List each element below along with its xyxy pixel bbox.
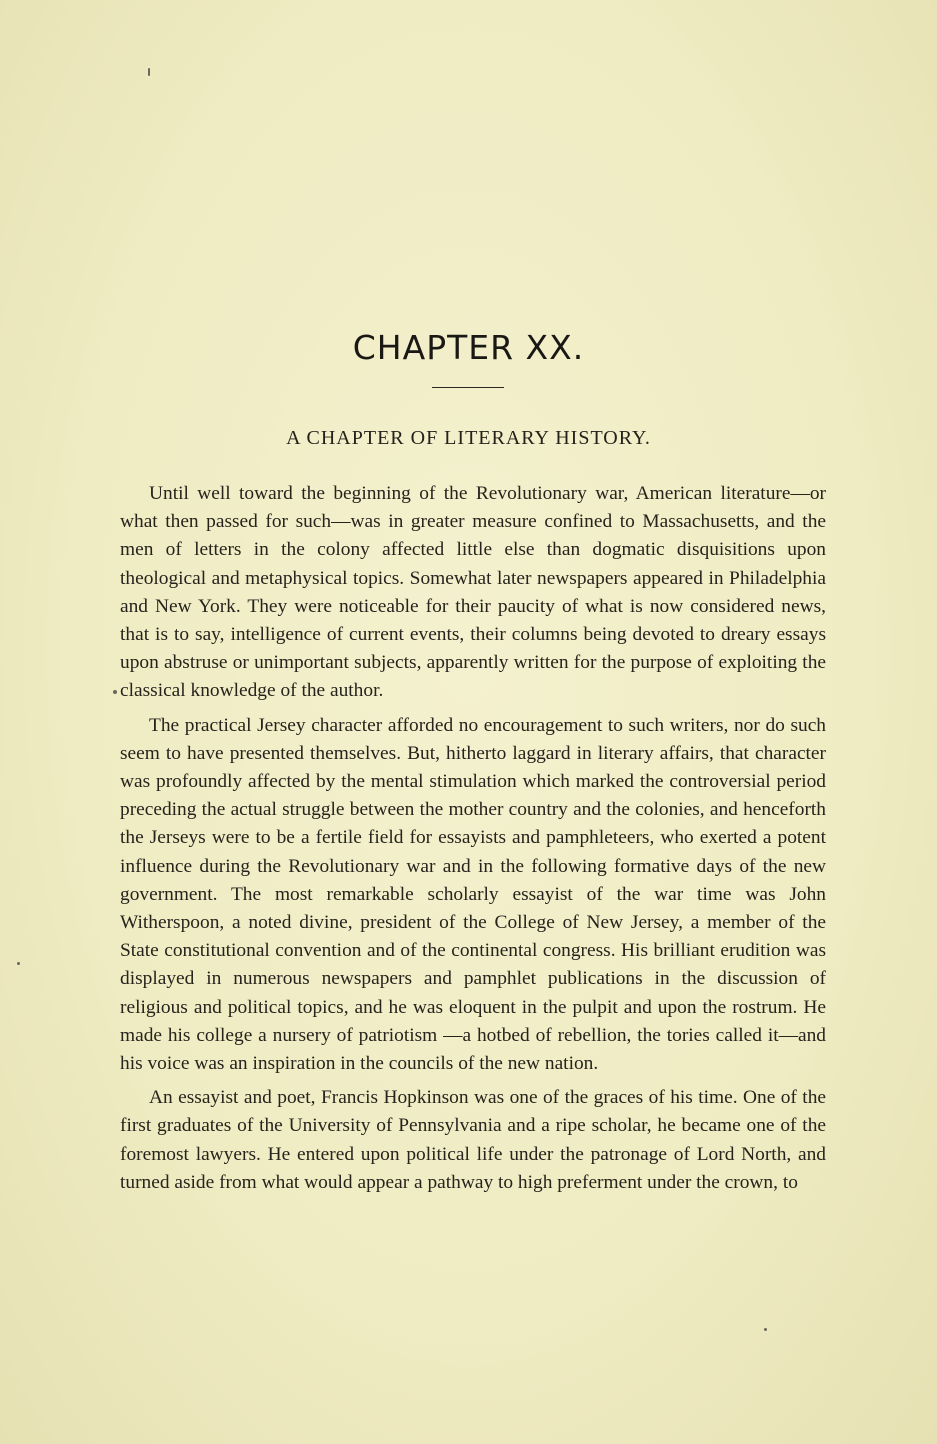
paragraph-2: The practical Jersey character afforded no encouragement to such writers, nor do such seem to have presented themselves. But, hitherto laggard in literary affairs, that character was profoundly affected by the mental stimulation which marked the controversial period preceding the actual struggle between the mother country and the colonies, and henceforth the Jerseys were to be a fertile field for essayists and pamphleteers, who exerted a potent influence during the Revolutionary war and in the following formative days of the new government. The most remarkable scholarly essayist of the war time was John Witherspoon, a noted divine, president of the College of New Jersey, a member of the State constitutional convention and of the continental congress. His brilliant erudition was displayed in numerous newspapers and pamphlet publications in the discussion of religious and political topics, and he was eloquent in the pulpit and upon the rostrum. He made his college a nursery of patriotism —a hotbed of rebellion, the tories called it—and his voice was an inspiration in the councils of the new nation. (120, 714, 826, 1075)
print-speck (764, 1328, 767, 1331)
print-speck (148, 68, 150, 76)
paragraph-1: Until well toward the beginning of the Revolutionary war, American literature—or what then passed for such—was in greater measure confined to Massachusetts, and the men of letters in the colony affected little else than dogmatic disquisitions upon theological and metaphysical topics. Somewhat later newspapers appeared in Philadelphia and New York. They were noticeable for their paucity of what is now considered news, that is to say, intelligence of current events, their columns being devoted to dreary essays upon abstruse or unimportant subjects, apparently written for the purpose of exploiting the classical knowledge of the author. (120, 483, 826, 702)
chapter-subtitle: A CHAPTER OF LITERARY HISTORY. (286, 427, 651, 449)
print-speck (17, 962, 20, 965)
title-divider (432, 387, 504, 388)
paragraph-3: An essayist and poet, Francis Hopkinson was one of the graces of his time. One of the first graduates of the University of Pennsylvania and a ripe scholar, he became one of the foremost lawyers. He entered upon political life under the patronage of Lord North, and turned aside from what would appear a pathway to high preferment under the crown, to (120, 1087, 826, 1193)
print-speck (113, 690, 117, 694)
chapter-title: CHAPTER XX. (352, 328, 585, 367)
body-text (120, 480, 826, 1203)
